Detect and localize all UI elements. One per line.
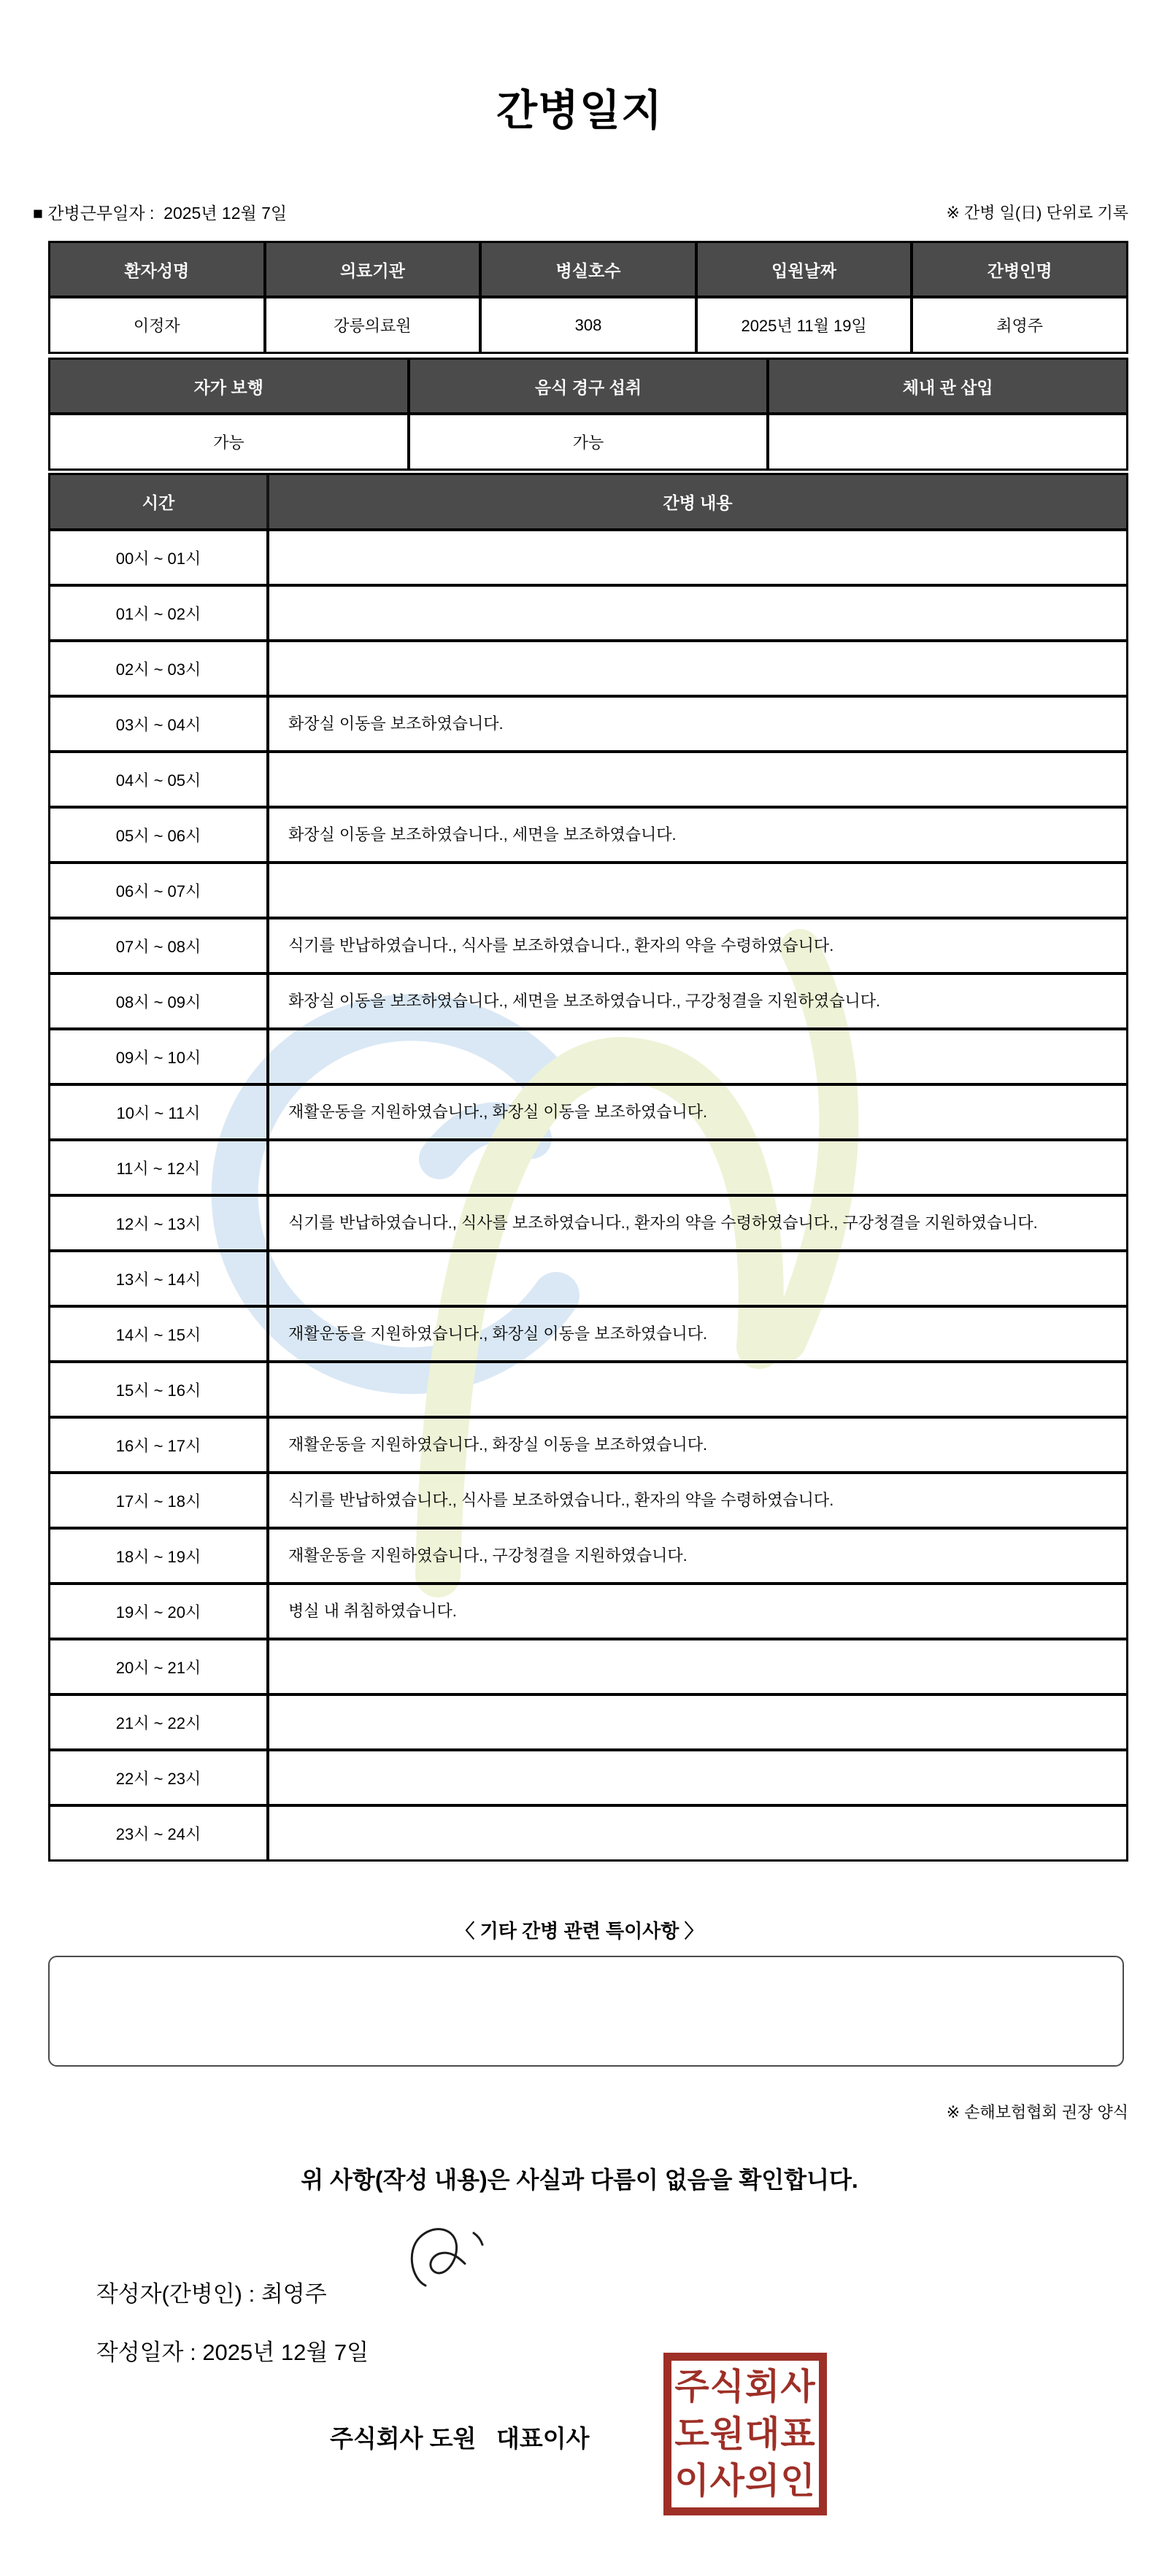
time-cell: 23시 ~ 24시 bbox=[50, 1807, 269, 1859]
time-cell: 21시 ~ 22시 bbox=[50, 1696, 269, 1748]
care-row-01 bbox=[50, 584, 1126, 639]
care-row-07 bbox=[50, 917, 1126, 972]
content-cell bbox=[269, 753, 1126, 806]
value-cell-patient-name: 이정자 bbox=[50, 298, 266, 352]
care-row-20 bbox=[50, 1638, 1126, 1693]
header-cell-internal-tube: 체내 관 삽입 bbox=[902, 377, 993, 397]
time-cell: 01시 ~ 02시 bbox=[50, 587, 269, 639]
care-row-11 bbox=[50, 1138, 1126, 1194]
value-cell-caregiver-name: 최영주 bbox=[996, 317, 1044, 335]
care-log-table bbox=[48, 473, 1128, 1862]
content-cell: 화장실 이동을 보조하였습니다., 세면을 보조하였습니다., 구강청결을 지원하였습니다. bbox=[288, 992, 881, 1010]
care-row-02 bbox=[50, 639, 1126, 695]
content-cell: 식기를 반납하였습니다., 식사를 보조하였습니다., 환자의 약을 수령하였습니다., 구강청결을 지원하였습니다. bbox=[288, 1214, 1038, 1232]
notes-box bbox=[48, 1956, 1124, 2067]
time-cell: 04시 ~ 05시 bbox=[50, 753, 269, 806]
writer-name: 최영주 bbox=[261, 2281, 327, 2307]
content-cell: 식기를 반납하였습니다., 식사를 보조하였습니다., 환자의 약을 수령하였습니다. bbox=[288, 1491, 834, 1509]
time-cell: 15시 ~ 16시 bbox=[50, 1363, 269, 1416]
stamp-line-3: 이사의인 bbox=[674, 2461, 816, 2502]
care-row-19 bbox=[50, 1582, 1126, 1638]
confirmation-text: 위 사항(작성 내용)은 사실과 다름이 없음을 확인합니다. bbox=[301, 2167, 858, 2193]
page-title: 간병일지 bbox=[496, 87, 663, 134]
care-row-05 bbox=[50, 806, 1126, 861]
header-cell-admission-date: 입원날짜 bbox=[698, 243, 914, 296]
company-line: 주식회사 도원 대표이사 bbox=[330, 2425, 590, 2452]
content-cell bbox=[269, 587, 1126, 639]
patient-status-table bbox=[48, 358, 1128, 471]
care-row-13 bbox=[50, 1249, 1126, 1305]
content-cell bbox=[269, 1141, 1126, 1194]
time-cell: 03시 ~ 04시 bbox=[50, 698, 269, 750]
content-cell: 재활운동을 지원하였습니다., 구강청결을 지원하였습니다. bbox=[288, 1546, 688, 1565]
corporate-seal-stamp bbox=[663, 2353, 827, 2515]
work-date-label: ■ 간병근무일자 : 2025년 12월 7일 bbox=[33, 204, 288, 223]
time-cell: 11시 ~ 12시 bbox=[50, 1141, 269, 1194]
value-cell-medical-institution: 강릉의료원 bbox=[266, 298, 482, 352]
care-row-10 bbox=[50, 1083, 1126, 1138]
content-cell bbox=[269, 1696, 1126, 1748]
value-cell-internal-tube bbox=[769, 415, 1126, 468]
written-date-label: 작성일자 : bbox=[96, 2340, 203, 2365]
time-cell: 12시 ~ 13시 bbox=[50, 1197, 269, 1249]
header-cell-room-number: 병실호수 bbox=[482, 243, 698, 296]
time-cell: 09시 ~ 10시 bbox=[50, 1030, 269, 1083]
time-cell: 20시 ~ 21시 bbox=[50, 1640, 269, 1693]
header-cell-time: 시간 bbox=[50, 475, 269, 528]
time-cell: 22시 ~ 23시 bbox=[50, 1751, 269, 1804]
content-cell bbox=[269, 1807, 1126, 1859]
stamp-line-2: 도원대표 bbox=[674, 2414, 816, 2454]
status-table-value-row bbox=[50, 412, 1126, 468]
unit-note: ※ 간병 일(日) 단위로 기록 bbox=[946, 204, 1128, 222]
value-cell-oral-intake: 가능 bbox=[410, 415, 770, 468]
care-row-14 bbox=[50, 1305, 1126, 1360]
time-cell: 13시 ~ 14시 bbox=[50, 1252, 269, 1305]
time-cell: 16시 ~ 17시 bbox=[50, 1419, 269, 1471]
care-row-00 bbox=[50, 528, 1126, 584]
care-row-06 bbox=[50, 861, 1126, 917]
header-cell-oral-intake: 음식 경구 섭취 bbox=[410, 360, 770, 412]
care-row-09 bbox=[50, 1027, 1126, 1083]
notes-heading: 〈 기타 간병 관련 특이사항 〉 bbox=[455, 1920, 704, 1942]
care-row-23 bbox=[50, 1804, 1126, 1859]
content-cell: 화장실 이동을 보조하였습니다. bbox=[288, 714, 504, 733]
recommend-note: ※ 손해보험협회 권장 양식 bbox=[946, 2103, 1128, 2121]
header-cell-patient-name: 환자성명 bbox=[50, 243, 266, 296]
patient-table-value-row bbox=[50, 296, 1126, 352]
time-cell: 18시 ~ 19시 bbox=[50, 1530, 269, 1582]
content-cell: 재활운동을 지원하였습니다., 화장실 이동을 보조하였습니다. bbox=[288, 1435, 708, 1454]
care-row-04 bbox=[50, 750, 1126, 806]
content-cell bbox=[269, 1363, 1126, 1416]
time-cell: 19시 ~ 20시 bbox=[50, 1585, 269, 1638]
header-cell-care-content: 간병 내용 bbox=[663, 493, 733, 512]
patient-table-header-row bbox=[50, 243, 1126, 296]
content-cell: 병실 내 취침하였습니다. bbox=[288, 1602, 457, 1620]
care-row-15 bbox=[50, 1360, 1126, 1416]
care-row-21 bbox=[50, 1693, 1126, 1748]
care-row-18 bbox=[50, 1527, 1126, 1582]
value-cell-room-number: 308 bbox=[482, 298, 698, 352]
content-cell bbox=[269, 531, 1126, 584]
header-cell-caregiver-name: 간병인명 bbox=[987, 261, 1052, 280]
writer-label: 작성자(간병인) : bbox=[96, 2281, 261, 2307]
content-cell: 재활운동을 지원하였습니다., 화장실 이동을 보조하였습니다. bbox=[288, 1324, 708, 1343]
content-cell: 재활운동을 지원하였습니다., 화장실 이동을 보조하였습니다. bbox=[288, 1103, 708, 1121]
time-cell: 06시 ~ 07시 bbox=[50, 864, 269, 917]
content-cell bbox=[269, 642, 1126, 695]
content-cell bbox=[269, 1640, 1126, 1693]
stamp-line-1: 주식회사 bbox=[674, 2367, 816, 2407]
content-cell bbox=[269, 1252, 1126, 1305]
time-cell: 07시 ~ 08시 bbox=[50, 919, 269, 972]
time-cell: 08시 ~ 09시 bbox=[50, 975, 269, 1027]
written-date-value: 2025년 12월 7일 bbox=[202, 2340, 369, 2365]
care-row-17 bbox=[50, 1471, 1126, 1527]
written-date-line bbox=[58, 2307, 369, 2393]
content-cell bbox=[269, 864, 1126, 917]
content-cell bbox=[269, 1751, 1126, 1804]
time-cell: 14시 ~ 15시 bbox=[50, 1308, 269, 1360]
meta-row bbox=[33, 203, 1128, 223]
care-row-22 bbox=[50, 1748, 1126, 1804]
content-cell: 화장실 이동을 보조하였습니다., 세면을 보조하였습니다. bbox=[288, 825, 677, 844]
care-row-03 bbox=[50, 695, 1126, 750]
value-cell-self-walking: 가능 bbox=[50, 415, 410, 468]
status-table-header-row bbox=[50, 360, 1126, 412]
care-row-12 bbox=[50, 1194, 1126, 1249]
time-cell: 00시 ~ 01시 bbox=[50, 531, 269, 584]
content-cell bbox=[269, 1030, 1126, 1083]
header-cell-medical-institution: 의료기관 bbox=[266, 243, 482, 296]
value-cell-admission-date: 2025년 11월 19일 bbox=[698, 298, 914, 352]
content-cell: 식기를 반납하였습니다., 식사를 보조하였습니다., 환자의 약을 수령하였습니다. bbox=[288, 936, 834, 955]
patient-info-table bbox=[48, 241, 1128, 354]
time-cell: 02시 ~ 03시 bbox=[50, 642, 269, 695]
time-cell: 17시 ~ 18시 bbox=[50, 1474, 269, 1527]
time-cell: 05시 ~ 06시 bbox=[50, 809, 269, 861]
care-table-header-row bbox=[50, 475, 1126, 528]
signature-stroke bbox=[398, 2218, 507, 2299]
time-cell: 10시 ~ 11시 bbox=[50, 1086, 269, 1138]
care-row-08 bbox=[50, 972, 1126, 1027]
care-row-16 bbox=[50, 1416, 1126, 1471]
header-cell-self-walking: 자가 보행 bbox=[50, 360, 410, 412]
